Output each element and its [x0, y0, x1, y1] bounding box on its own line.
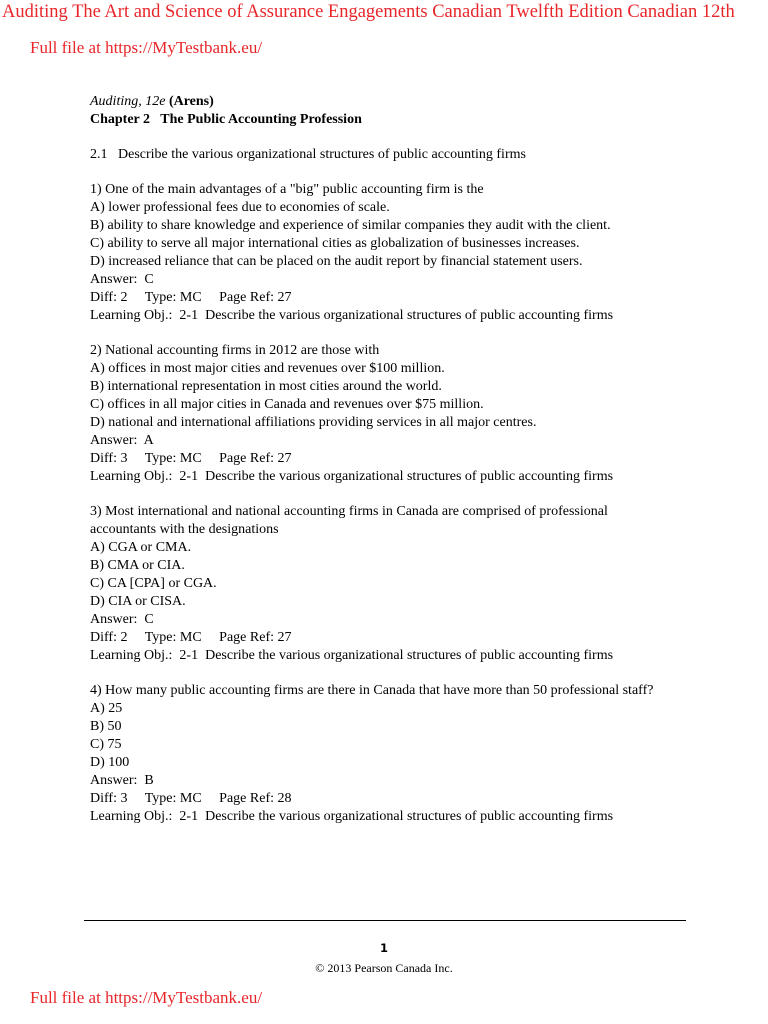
answer: Answer: C: [90, 612, 154, 627]
question-stem: 3) Most international and national accounting firms in Canada are comprised of professional accountants with the designations: [90, 504, 608, 537]
difficulty-info: Diff: 2 Type: MC Page Ref: 27: [90, 630, 292, 645]
learning-objective: Learning Obj.: 2-1 Describe the various organizational structures of public accounting firms: [90, 308, 614, 323]
answer: Answer: C: [90, 272, 154, 287]
difficulty-info: Diff: 3 Type: MC Page Ref: 27: [90, 451, 292, 466]
footer-divider: [84, 920, 686, 921]
difficulty-info: Diff: 3 Type: MC Page Ref: 28: [90, 791, 292, 806]
book-title: Auditing, 12e: [90, 94, 166, 109]
book-author: (Arens): [165, 94, 214, 109]
option: A) offices in most major cities and revenues over $100 million.: [90, 361, 445, 376]
option: C) 75: [90, 737, 122, 752]
chapter-title: Chapter 2 The Public Accounting Profession: [90, 112, 362, 127]
option: A) CGA or CMA.: [90, 540, 192, 555]
question-2: [90, 342, 730, 486]
option: C) offices in all major cities in Canada and revenues over $75 million.: [90, 397, 484, 412]
option: B) 50: [90, 719, 122, 734]
option: C) CA [CPA] or CGA.: [90, 576, 217, 591]
difficulty-info: Diff: 2 Type: MC Page Ref: 27: [90, 290, 292, 305]
page-number: 1: [379, 941, 388, 955]
option: C) ability to serve all major international cities as globalization of businesses increases.: [90, 236, 580, 251]
copyright-notice: © 2013 Pearson Canada Inc.: [315, 961, 453, 975]
top-file-link[interactable]: Full file at https://MyTestbank.eu/: [30, 38, 263, 57]
option: A) 25: [90, 701, 123, 716]
title-banner: Auditing The Art and Science of Assurance Engagements Canadian Twelfth Edition Canadian 12th: [2, 2, 735, 22]
answer: Answer: B: [90, 773, 154, 788]
option: B) CMA or CIA.: [90, 558, 185, 573]
question-4: [90, 682, 730, 826]
option: B) international representation in most cities around the world.: [90, 379, 442, 394]
option: A) lower professional fees due to economies of scale.: [90, 200, 390, 215]
option: D) increased reliance that can be placed on the audit report by financial statement users.: [90, 254, 583, 269]
learning-objective: Learning Obj.: 2-1 Describe the various organizational structures of public accounting firms: [90, 809, 614, 824]
question-stem: 4) How many public accounting firms are there in Canada that have more than 50 professional staff?: [90, 683, 654, 698]
question-1: [90, 181, 730, 325]
answer: Answer: A: [90, 433, 154, 448]
question-stem: 2) National accounting firms in 2012 are those with: [90, 343, 380, 358]
question-stem: 1) One of the main advantages of a "big" public accounting firm is the: [90, 182, 484, 197]
objective-heading: 2.1 Describe the various organizational structures of public accounting firms: [90, 147, 526, 162]
learning-objective: Learning Obj.: 2-1 Describe the various organizational structures of public accounting firms: [90, 648, 614, 663]
option: B) ability to share knowledge and experience of similar companies they audit with the client.: [90, 218, 611, 233]
learning-objective: Learning Obj.: 2-1 Describe the various organizational structures of public accounting firms: [90, 469, 614, 484]
option: D) 100: [90, 755, 130, 770]
bottom-file-link[interactable]: Full file at https://MyTestbank.eu/: [30, 988, 263, 1007]
book-reference: [90, 93, 730, 111]
option: D) CIA or CISA.: [90, 594, 186, 609]
question-3: [90, 503, 730, 665]
option: D) national and international affiliations providing services in all major centres.: [90, 415, 537, 430]
document-body: [90, 93, 730, 826]
